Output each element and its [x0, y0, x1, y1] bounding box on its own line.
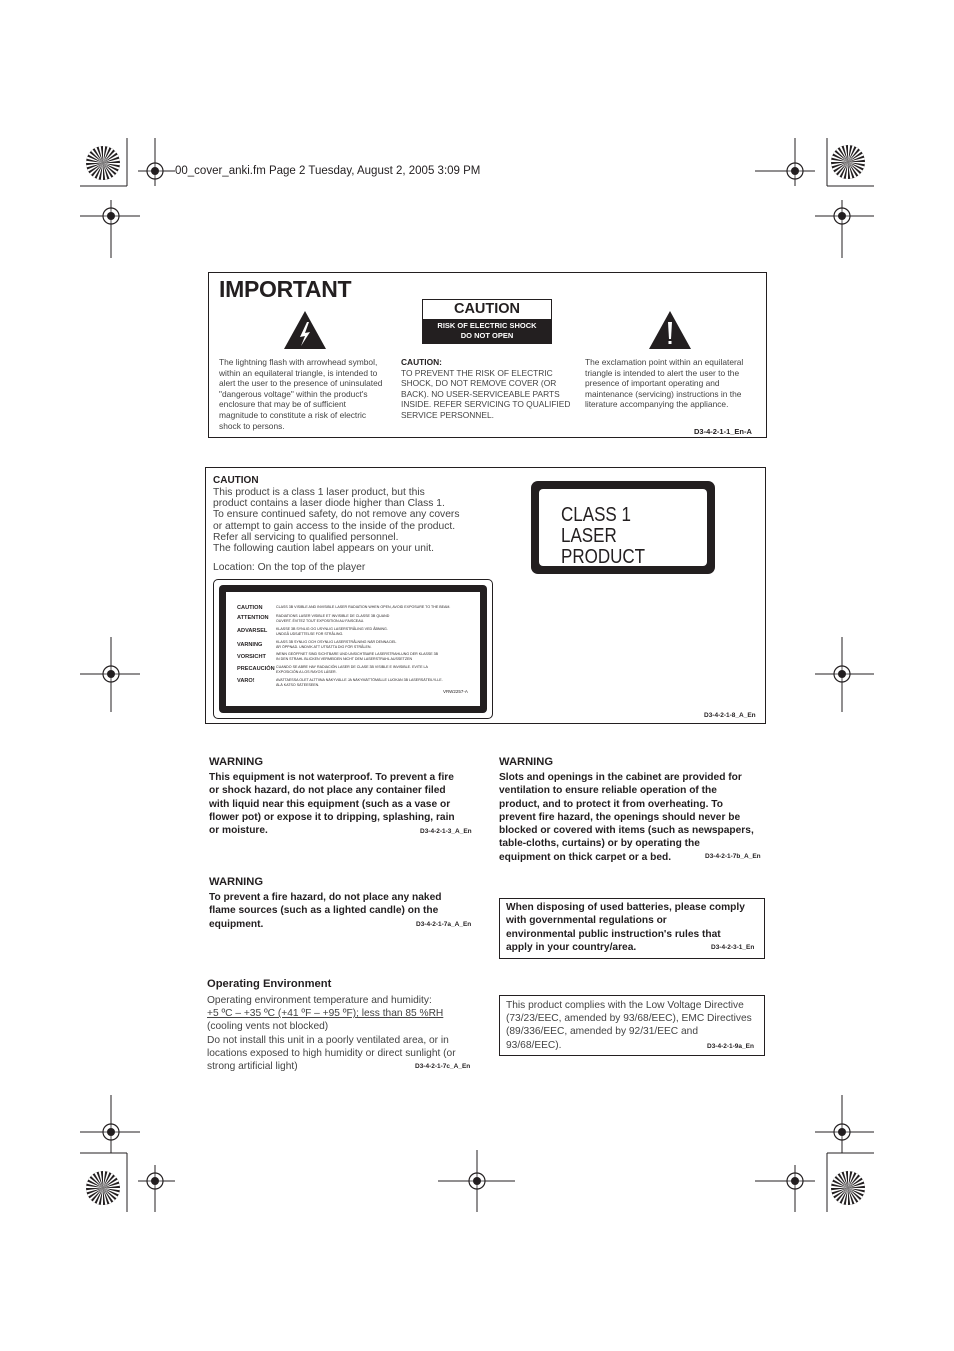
label-line: KLASS 3B SYNLIG OCH OSYNLIG LASERSTRÅLNING NÄR DENNA DEL: [276, 640, 397, 644]
exclamation-triangle-icon: [648, 310, 692, 350]
battery-disposal-code: D3-4-2-3-1_En: [711, 944, 755, 951]
caution-description: CAUTION: TO PREVENT THE RISK OF ELECTRIC SHOCK, DO NOT REMOVE COVER (OR BACK). NO USER-SERVICEABLE PARTS INSIDE. REFER SERVICING TO QUALIFIED SERVICE PERSONNEL.: [401, 357, 571, 420]
caution-label-subtitle: [423, 319, 551, 343]
warning-flame-heading: WARNING: [209, 876, 264, 888]
warning-water-text: This equipment is not waterproof. To prevent a fire or shock hazard, do not place any container filed with liquid near this equipment (such as a vase or flower pot) or expose it to dripping, splashing, rain or moisture.: [209, 772, 455, 837]
label-line: WENN GEÖFFNET SIND SICHTBARE UND UNSICHTBARE LASERSTRAHLUNG DER KLASSE 3B: [276, 652, 439, 656]
warning-vent-text: Slots and openings in the cabinet are provided for ventilation to ensure reliable operation of the product, and to protect it from overheating. To prevent fire hazard, the openings should never be blocked or covered with items (such as newspapers, table-cloths, curtains) or by operating the equipment on thick carpet or a bed.: [499, 772, 754, 863]
laser-caution-heading: CAUTION: [213, 475, 259, 486]
lightning-triangle-icon: [283, 310, 327, 350]
label-line: IN DEN STRAHL BLICKEN VERMEIDEN NICHT DEM LASERSTRAHL AUSSETZEN: [276, 657, 413, 661]
class1-laser-label: [531, 481, 715, 574]
laser-code: D3-4-2-1-8_A_En: [704, 712, 756, 719]
caution-label-line1: RISK OF ELECTRIC SHOCK: [437, 321, 537, 330]
operating-environment-text: Operating environment temperature and humidity: +5 ºC – +35 ºC (+41 ºF – +95 ºF); less than 85 %RH (cooling vents not blocked) Do not install this unit in a poorly ventilated area, or in locations exposed to high humidity or direct sunlight (or strong artificial light): [207, 995, 456, 1073]
lightning-description: The lightning flash with arrowhead symbol, within an equilateral triangle, is intended to alert the user to the presence of uninsulated "dangerous voltage" within the product's enclosure that may be of sufficient magnitude to constitute a risk of electric shock to persons.: [219, 357, 383, 431]
warning-vent-heading: WARNING: [499, 756, 554, 768]
label-line: KLASSE 3B SYNLIG OG USYNLIG LASERSTRÅLING VED ÅBNING.: [276, 627, 388, 631]
operating-environment-heading: Operating Environment: [207, 978, 332, 990]
label-line: EXPOSICIÓN A LOS RAYOS LÁSER.: [276, 670, 337, 674]
important-title: IMPORTANT: [219, 276, 352, 302]
label-location: Location: On the top of the player: [213, 562, 366, 573]
class1-line2: LASER PRODUCT: [561, 525, 646, 568]
important-code: D3-4-2-1-1_En-A: [694, 427, 752, 436]
multilingual-warning-label: [226, 592, 480, 706]
warning-water-heading: WARNING: [209, 756, 264, 768]
label-line: AVATTAESSA OLET ALTTIINA NÄKYVÄLLE JA NÄKYMÄTTÖMÄLLE LUOKAN 3B LASERSÄTEILYLLE.: [276, 678, 443, 682]
label-line: ÄLÄ KATSO SÄTEESEEN.: [276, 683, 320, 687]
label-part-code: VRW2257-A: [443, 689, 468, 694]
label-line: RADIATIONS LASER VISIBLE ET INVISIBLE DE CLASSE 3B QUAND: [276, 614, 390, 618]
class1-line1: CLASS 1: [561, 504, 631, 526]
laser-caution-text: This product is a class 1 laser product, but this product contains a laser diode higher than Class 1. To ensure continued safety, do not remove any covers or attempt to gain access to the inside of the product. Refer all servicing to qualified personnel. The following caution label appears on your unit.: [213, 487, 460, 555]
file-header: 00_cover_anki.fm Page 2 Tuesday, August 2, 2005 3:09 PM: [175, 165, 481, 177]
label-line: CLASS 3B VISIBLE AND INVISIBLE LASER RADIATION WHEN OPEN, AVOID EXPOSURE TO THE BEAM.: [276, 605, 451, 609]
caution-label-title: CAUTION: [423, 300, 551, 319]
low-voltage-text: This product complies with the Low Voltage Directive (73/23/EEC, amended by 93/68/EEC), EMC Directives (89/336/EEC, amended by 92/31/EEC and 93/68/EEC).: [506, 1000, 752, 1051]
label-line: ÄR ÖPPNAD. UNDVIK ATT UTSÄTTA DIG FÖR STRÅLEN.: [276, 645, 372, 649]
battery-disposal-text: When disposing of used batteries, please comply with governmental regulations or environmental public instruction's rules that apply in your country/area.: [506, 902, 745, 953]
label-line: OUVERT. ÉVITEZ TOUT EXPOSITION AU FAISCEAU.: [276, 619, 365, 623]
label-key: CAUTION: [237, 605, 263, 611]
caution-shock-label: [422, 299, 552, 344]
warning-flame-code: D3-4-2-1-7a_A_En: [416, 921, 472, 928]
label-key: VARNING: [237, 642, 263, 648]
caution-label-line2: DO NOT OPEN: [460, 331, 514, 340]
exclamation-description: The exclamation point within an equilateral triangle is intended to alert the user to the presence of important operating and maintenance (servicing) instructions in the literature accompanying the appliance.: [585, 357, 744, 410]
operating-environment-code: D3-4-2-1-7c_A_En: [415, 1063, 471, 1070]
label-key: PRECAUCIÓN: [237, 666, 275, 672]
warning-vent-code: D3-4-2-1-7b_A_En: [705, 853, 761, 860]
label-key: VORSICHT: [237, 654, 266, 660]
warning-water-code: D3-4-2-1-3_A_En: [420, 828, 472, 835]
label-line: CUANDO SE ABRE HAY RADIACIÓN LASER DE CLASE 3B VISIBLE E INVISIBLE. EVITE LA: [276, 665, 428, 669]
label-key: ADVARSEL: [237, 628, 268, 634]
warning-flame-text: To prevent a fire hazard, do not place any naked flame sources (such as a lighted candle) on the equipment.: [209, 892, 442, 930]
low-voltage-code: D3-4-2-1-9a_En: [707, 1043, 754, 1050]
label-key: ATTENTION: [237, 615, 269, 621]
label-key: VARO!: [237, 678, 255, 684]
label-line: UNDGÅ UDSÆTTELSE FOR STRÅLING.: [276, 632, 344, 636]
